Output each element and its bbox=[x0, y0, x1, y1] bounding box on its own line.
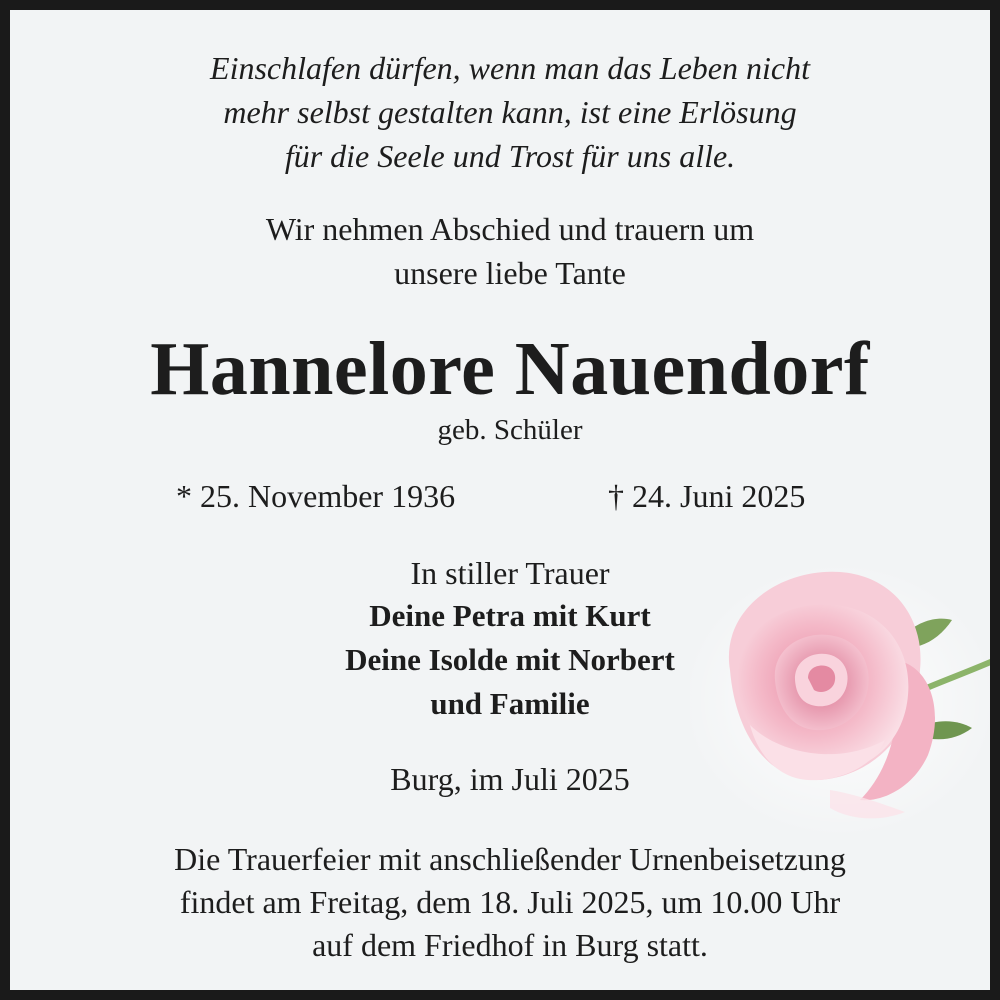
motto-line-2: mehr selbst gestalten kann, ist eine Erlösung bbox=[223, 94, 797, 130]
motto-line-3: für die Seele und Trost für uns alle. bbox=[284, 138, 736, 174]
service-line-1: Die Trauerfeier mit anschließender Urnenbeisetzung bbox=[174, 841, 846, 877]
service-line-2: findet am Freitag, dem 18. Juli 2025, um 10.00 Uhr bbox=[179, 884, 841, 920]
mourner-2: Deine Isolde mit Norbert bbox=[345, 642, 675, 677]
intro-line-2: unsere liebe Tante bbox=[394, 255, 626, 291]
service-line-3: auf dem Friedhof in Burg statt. bbox=[312, 927, 708, 963]
place-date: Burg, im Juli 2025 bbox=[390, 761, 630, 797]
mourner-1: Deine Petra mit Kurt bbox=[369, 598, 651, 633]
mourner-3: und Familie bbox=[430, 686, 590, 721]
mourners-intro: In stiller Trauer bbox=[410, 555, 610, 591]
birth-date: * 25. November 1936 bbox=[176, 478, 456, 514]
motto-line-1: Einschlafen dürfen, wenn man das Leben nicht bbox=[210, 50, 810, 86]
deceased-name: Hannelore Nauendorf bbox=[150, 327, 870, 411]
death-date: † 24. Juni 2025 bbox=[608, 478, 806, 514]
maiden-name: geb. Schüler bbox=[437, 414, 583, 446]
intro-line-1: Wir nehmen Abschied und trauern um bbox=[265, 211, 755, 247]
